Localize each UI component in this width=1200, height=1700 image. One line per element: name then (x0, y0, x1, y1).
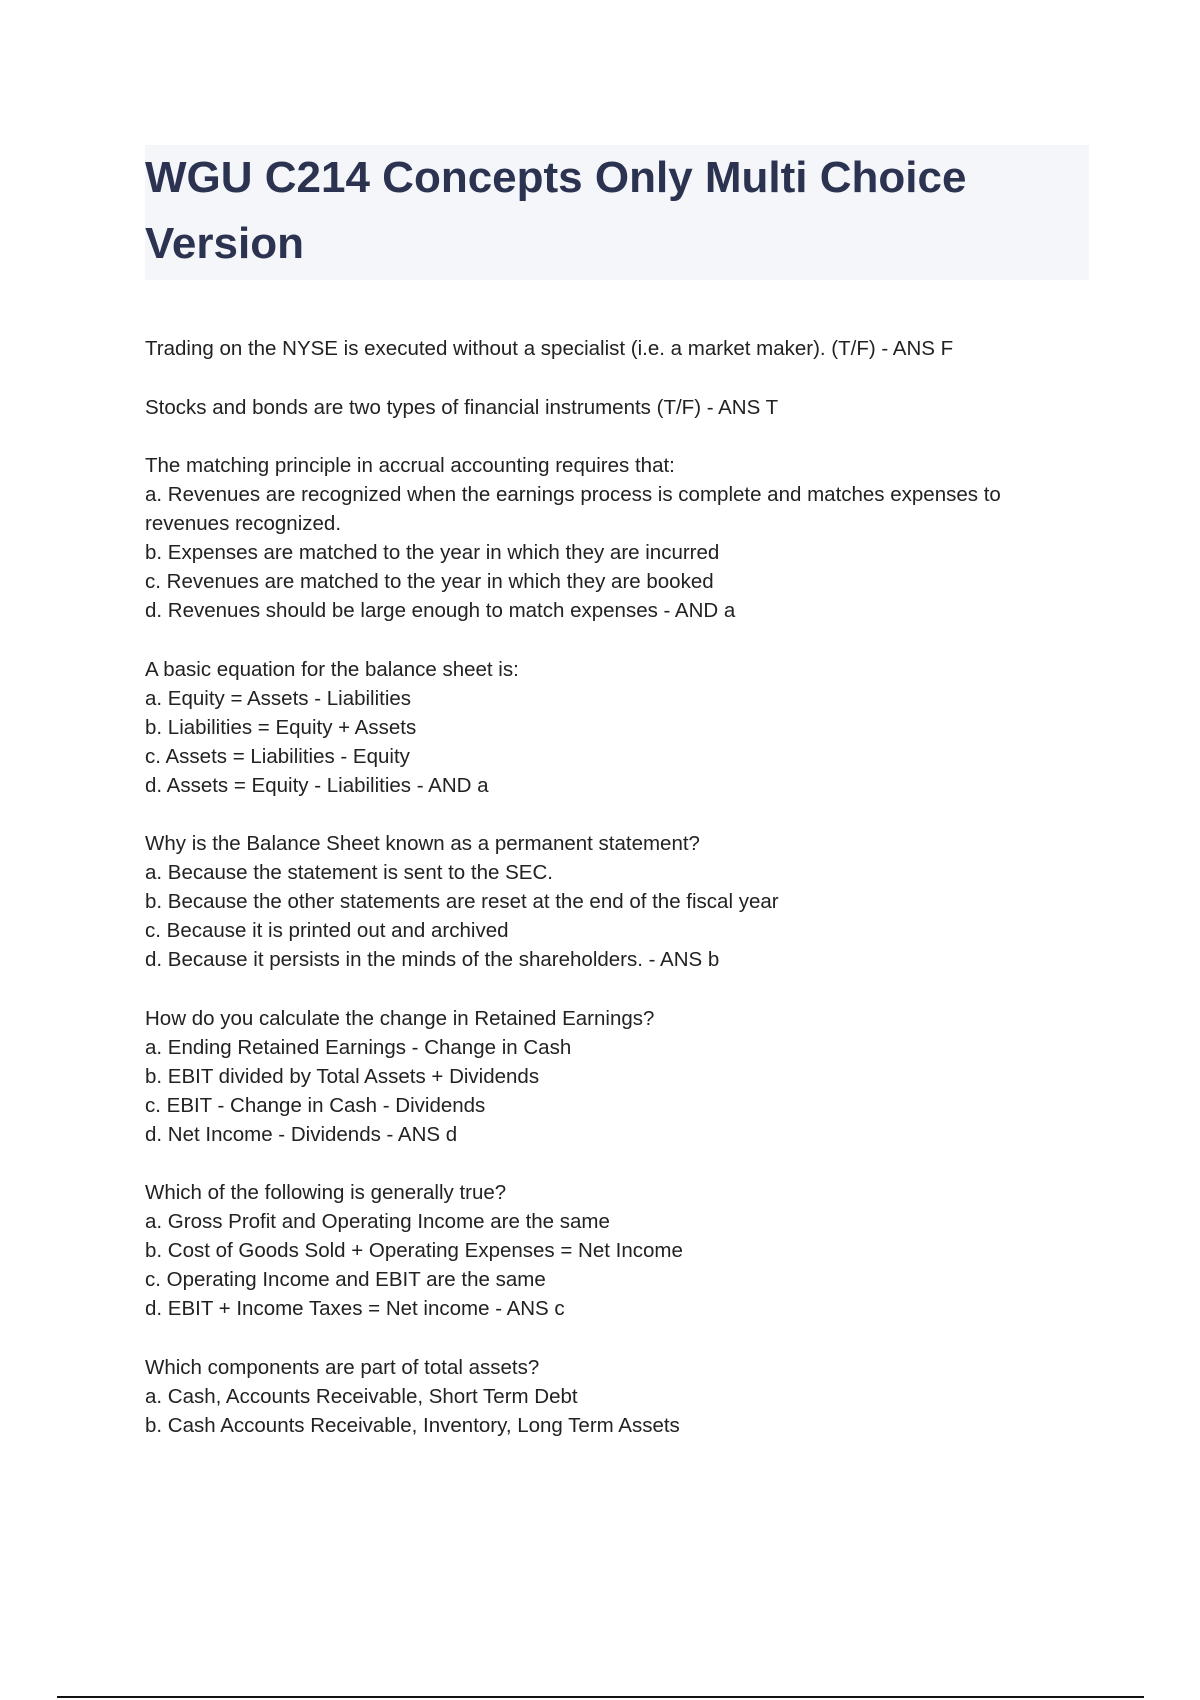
question-block (145, 829, 1089, 974)
question-block (145, 393, 1089, 422)
answer-option: a. Cash, Accounts Receivable, Short Term Debt (145, 1384, 578, 1408)
answer-option: b. Expenses are matched to the year in which they are incurred (145, 541, 720, 564)
answer-option: c. EBIT - Change in Cash - Dividends (145, 1093, 486, 1117)
answer-option: a. Because the statement is sent to the SEC. (145, 861, 553, 884)
question-block (145, 451, 1089, 625)
question-block (145, 334, 1089, 363)
answer-option: a. Gross Profit and Operating Income are the same (145, 1210, 610, 1233)
question-text: Why is the Balance Sheet known as a permanent statement? (145, 832, 700, 855)
question-block (145, 1178, 1089, 1323)
answer-option: c. Because it is printed out and archived (145, 919, 509, 942)
question-text: Which components are part of total assets? (145, 1355, 540, 1379)
question-text: How do you calculate the change in Retained Earnings? (145, 1006, 655, 1030)
answer-option: a. Equity = Assets - Liabilities (145, 686, 412, 710)
answer-option: c. Operating Income and EBIT are the same (145, 1268, 546, 1291)
question-block (145, 1353, 1089, 1440)
answer-option: b. Liabilities = Equity + Assets (145, 715, 417, 739)
title-banner (145, 145, 1089, 280)
answer-option: d. Assets = Equity - Liabilities - AND a (145, 773, 489, 797)
question-block (145, 1004, 1089, 1149)
question-list (145, 334, 1089, 1469)
question-block (145, 655, 1089, 800)
answer-option: d. EBIT + Income Taxes = Net income - ANS c (145, 1297, 565, 1320)
answer-option: d. Revenues should be large enough to match expenses - AND a (145, 599, 736, 622)
answer-option: b. Cost of Goods Sold + Operating Expenses = Net Income (145, 1239, 683, 1262)
answer-option: d. Net Income - Dividends - ANS d (145, 1122, 458, 1146)
question-text: Which of the following is generally true? (145, 1181, 507, 1204)
answer-option: d. Because it persists in the minds of the shareholders. - ANS b (145, 948, 720, 971)
question-text: A basic equation for the balance sheet is: (145, 657, 519, 681)
answer-option: a. Ending Retained Earnings - Change in Cash (145, 1035, 572, 1059)
document-title: WGU C214 Concepts Only Multi Choice Version (145, 153, 967, 268)
question-text: Stocks and bonds are two types of financial instruments (T/F) - ANS T (145, 395, 779, 419)
answer-option: b. Cash Accounts Receivable, Inventory, Long Term Assets (145, 1413, 680, 1437)
page-bottom-rule (57, 1696, 1144, 1698)
answer-option: a. Revenues are recognized when the earnings process is complete and matches expenses to revenues recognized. (145, 483, 1001, 535)
answer-option: c. Revenues are matched to the year in which they are booked (145, 570, 714, 593)
answer-option: c. Assets = Liabilities - Equity (145, 744, 410, 768)
question-text: The matching principle in accrual accounting requires that: (145, 454, 675, 477)
answer-option: b. Because the other statements are reset at the end of the fiscal year (145, 890, 779, 913)
question-text: Trading on the NYSE is executed without a specialist (i.e. a market maker). (T/F) - ANS F (145, 337, 954, 360)
answer-option: b. EBIT divided by Total Assets + Dividends (145, 1064, 540, 1088)
